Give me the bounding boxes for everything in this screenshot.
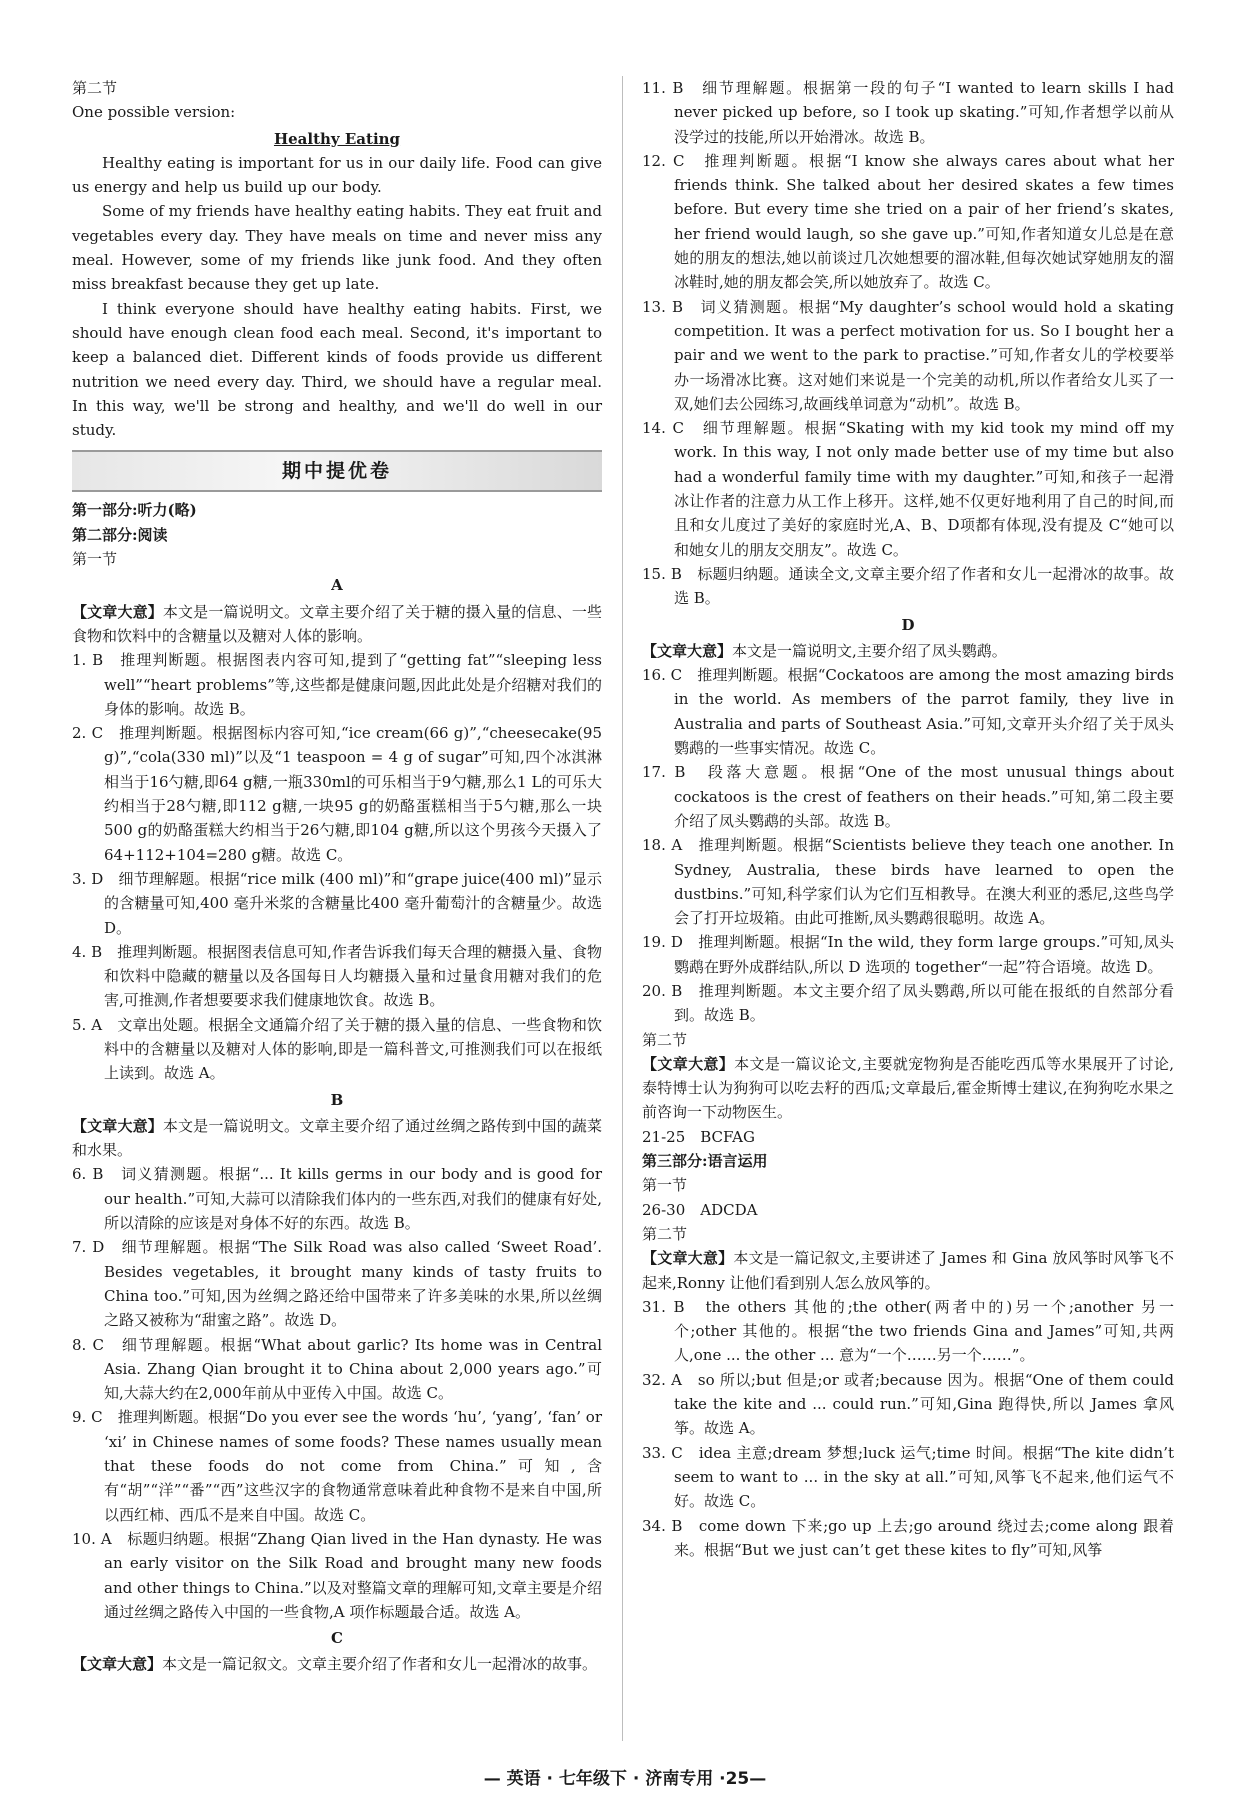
answer-item: 18. A 推理判断题。根据“Scientists believe they teach one another. In Sydney, Australia, these birds have learned to open the dustbins.”可知,科学家们认为它们互相教导。在澳大利亚的悉尼,这些鸟学会了打开垃圾箱。由此可推断,凤头鹦鹉很聪明。故选 A。 <box>642 836 1174 928</box>
answer-item: 11. B 细节理解题。根据第一段的句子“I wanted to learn skills I had never picked up before, so I took up skating.”可知,作者想学以前从没学过的技能,所以开始滑冰。故选 B。 <box>642 79 1174 146</box>
answer-item: 20. B 推理判断题。本文主要介绍了凤头鹦鹉,所以可能在报纸的自然部分看到。故选 B。 <box>642 981 1174 1025</box>
passage-letter: D <box>901 615 915 634</box>
answer-item: 10. A 标题归纳题。根据“Zhang Qian lived in the Han dynasty. He was an early visitor on the Silk Road and brought many new foods and other things to China.”以及对整篇文章的理解可知,文章主要是介绍通过丝绸之路传入中国的一些食物,A 项作标题最合适。故选 A。 <box>72 1529 602 1621</box>
summary-tag: 【文章大意】 <box>72 1116 163 1135</box>
passage-summary <box>72 1114 602 1163</box>
summary-text: 本文是一篇议论文,主要就宠物狗是否能吃西瓜等水果展开了讨论,泰特博士认为狗狗可以吃去籽的西瓜;文章最后,霍金斯博士建议,在狗狗吃水果之前咨询一下动物医生。 <box>642 1054 1174 1122</box>
passage-summary <box>72 600 602 649</box>
passage-letter: A <box>331 576 343 595</box>
passage-summary <box>642 639 1174 663</box>
answer-item: 8. C 细节理解题。根据“What about garlic? Its home was in Central Asia. Zhang Qian brought it to China about 2,000 years ago.”可知,大蒜大约在2,000年前从中亚传入中国。故选 C。 <box>72 1335 602 1403</box>
part-heading: 第一部分:听力(略) <box>72 501 197 520</box>
answer-range: 26-30 ADCDA <box>642 1200 758 1219</box>
passage-summary <box>642 1246 1174 1295</box>
column-divider <box>622 76 623 1741</box>
answer-item: 2. C 推理判断题。根据图标内容可知,“ice cream(66 g)”,“cheesecake(95 g)”,“cola(330 ml)”以及“1 teaspoon = 4 g of sugar”可知,四个冰淇淋相当于16勺糖,即64 g糖,一瓶330ml的可乐相当于9勺糖,那么1 L的可乐大约相当于28勺糖,即112 g糖,一块95 g的奶酪蛋糕相当于5勺糖,那么一块500 g的奶酪蛋糕大约相当于26勺糖,即104 g糖,所以这个男孩今天摄入了64+112+104=280 g糖。故选 C。 <box>72 724 602 864</box>
answer-item: 12. C 推理判断题。根据“I know she always cares about what her friends think. She talked about her desired skates a few times before. But every time she tried on a pair of her friend’s skates, her friend would laugh, so she gave up.”可知,作者知道女儿总是在意她的朋友的想法,她以前谈过几次她想要的溜冰鞋,但每次她试穿她朋友的溜冰鞋时,她的朋友都会笑,所以她放弃了。故选 C。 <box>642 151 1174 292</box>
left-column <box>72 76 602 1677</box>
essay-paragraph: I think everyone should have healthy eating habits. First, we should have enough clean food each meal. Second, it's important to keep a balanced diet. Different kinds of foods provide us different nutrition we need every day. Third, we should have a regular meal. In this way, we'll be strong and healthy, and we'll do well in our study. <box>72 299 602 440</box>
answer-item: 7. D 细节理解题。根据“The Silk Road was also called ‘Sweet Road’. Besides vegetables, it brought many kinds of tasty fruits to China too.”可知,因为丝绸之路还给中国带来了许多美味的水果,所以丝绸之路又被称为“甜蜜之路”。故选 D。 <box>72 1238 602 1330</box>
answer-item: 14. C 细节理解题。根据“Skating with my kid took my mind off my work. In this way, I not only made better use of my time but also had a wonderful family time with my daughter.”可知,和孩子一起滑冰让作者的注意力从工作上移开。这样,她不仅更好地利用了自己的时间,而且和女儿度过了美好的家庭时光,A、B、D项都有体现,没有提及 C“她可以和她女儿的朋友交朋友”。故选 C。 <box>642 419 1174 559</box>
essay-title: Healthy Eating <box>273 129 401 148</box>
section-heading: 第二节 <box>642 1030 688 1049</box>
section-heading: 第二节 <box>72 79 118 97</box>
summary-tag: 【文章大意】 <box>642 641 733 660</box>
summary-text: 本文是一篇说明文。文章主要介绍了关于糖的摄入量的信息、一些食物和饮料中的含糖量以及糖对人体的影响。 <box>72 602 602 645</box>
passage-letter: C <box>331 1629 343 1648</box>
summary-tag: 【文章大意】 <box>642 1054 735 1073</box>
passage-letter: B <box>330 1090 344 1109</box>
passage-summary <box>642 1052 1174 1125</box>
answer-item: 32. A so 所以;but 但是;or 或者;because 因为。根据“One of them could take the kite and ... could run.”可知,Gina 跑得快,所以 James 拿风筝。故选 A。 <box>642 1370 1174 1438</box>
summary-tag: 【文章大意】 <box>72 602 163 621</box>
answer-item: 5. A 文章出处题。根据全文通篇介绍了关于糖的摄入量的信息、一些食物和饮料中的含糖量以及糖对人体的影响,即是一篇科普文,可推测我们可以在报纸上读到。故选 A。 <box>72 1015 602 1083</box>
answer-item: 3. D 细节理解题。根据“rice milk (400 ml)”和“grape juice(400 ml)”显示的含糖量可知,400 毫升米浆的含糖量比400 毫升葡萄汁的含糖量少。故选 D。 <box>72 869 602 937</box>
answer-item: 34. B come down 下来;go up 上去;go around 绕过去;come along 跟着来。根据“But we just can’t get these kites to fly”可知,风筝 <box>642 1516 1174 1559</box>
summary-tag: 【文章大意】 <box>72 1655 163 1674</box>
exam-banner-title: 期中提优卷 <box>281 460 392 483</box>
answer-item: 13. B 词义猜测题。根据“My daughter’s school would hold a skating competition. It was a perfect motivation for us. So I bought her a pair and we went to the park to practise.”可知,作者女儿的学校要举办一场滑冰比赛。这对她们来说是一个完美的动机,所以作者给女儿买了一双,她们去公园练习,故画线单词意为“动机”。故选 B。 <box>642 297 1174 413</box>
answer-item: 1. B 推理判断题。根据图表内容可知,提到了“getting fat”“sleeping less well”“heart problems”等,这些都是健康问题,因此此处是介绍糖对我们的身体的影响。故选 B。 <box>72 651 602 718</box>
passage-summary <box>72 1652 602 1676</box>
exam-banner <box>72 450 602 492</box>
answer-item: 33. C idea 主意;dream 梦想;luck 运气;time 时间。根据“The kite didn’t seem to want to ... in the sky at all.”可知,风筝飞不起来,他们运气不好。故选 C。 <box>642 1443 1174 1511</box>
answer-item: 4. B 推理判断题。根据图表信息可知,作者告诉我们每天合理的糖摄入量、食物和饮料中隐藏的糖量以及各国每日人均糖摄入量和过量食用糖对我们的危害,可推测,作者想要要求我们健康地饮食。故选 B。 <box>72 942 602 1010</box>
summary-tag: 【文章大意】 <box>642 1249 734 1268</box>
summary-text: 本文是一篇记叙文。文章主要介绍了作者和女儿一起滑冰的故事。 <box>162 1655 598 1674</box>
summary-text: 本文是一篇说明文。文章主要介绍了通过丝绸之路传到中国的蔬菜和水果。 <box>72 1116 602 1160</box>
possible-version-label: One possible version: <box>72 103 236 122</box>
essay-paragraph: Healthy eating is important for us in our daily life. Food can give us energy and help us build up our body. <box>72 153 602 197</box>
summary-text: 本文是一篇记叙文,主要讲述了 James 和 Gina 放风筝时风筝飞不起来,Ronny 让他们看到别人怎么放风筝的。 <box>642 1249 1174 1292</box>
part-heading: 第二部分:阅读 <box>72 525 168 544</box>
part-heading: 第三部分:语言运用 <box>642 1152 768 1171</box>
answer-item: 16. C 推理判断题。根据“Cockatoos are among the most amazing birds in the world. As members of the parrot family, they live in Australia and parts of Southeast Asia.”可知,文章开头介绍了关于凤头鹦鹉的一些事实情况。故选 C。 <box>642 666 1174 758</box>
answer-range: 21-25 BCFAG <box>642 1127 755 1146</box>
section-heading: 第一节 <box>642 1176 688 1195</box>
essay-paragraph: Some of my friends have healthy eating habits. They eat fruit and vegetables every day. They have meals on time and never miss any meal. However, some of my friends like junk food. And they often miss breakfast because they get up late. <box>72 202 602 294</box>
summary-text: 本文是一篇说明文,主要介绍了凤头鹦鹉。 <box>732 641 1007 660</box>
answer-item: 9. C 推理判断题。根据“Do you ever see the words ‘hu’, ‘yang’, ‘fan’ or ‘xi’ in Chinese names of some foods? These names usually mean that these foods do not come from China.”可知,含有“胡”“洋”“番”“西”这些汉字的食物通常意味着此种食物不是来自中国,所以西红柿、西瓜不是来自中国。故选 C。 <box>72 1408 602 1524</box>
answer-item: 15. B 标题归纳题。通读全文,文章主要介绍了作者和女儿一起滑冰的故事。故选 B。 <box>642 564 1174 608</box>
right-column <box>642 76 1174 1562</box>
section-heading: 第二节 <box>642 1224 688 1243</box>
page-footer: — 英语 · 七年级下 · 济南专用 ·25— <box>483 1769 767 1789</box>
answer-item: 17. B 段落大意题。根据“One of the most unusual things about cockatoos is the crest of feathers on their heads.”可知,第二段主要介绍了凤头鹦鹉的头部。故选 B。 <box>642 763 1174 830</box>
answer-item: 6. B 词义猜测题。根据“... It kills germs in our body and is good for our health.”可知,大蒜可以清除我们体内的一些东西,对我们的健康有好处,所以清除的应该是对身体不好的东西。故选 B。 <box>72 1165 602 1233</box>
answer-item: 31. B the others 其他的;the other(两者中的)另一个;another 另一个;other 其他的。根据“the two friends Gina and James”可知,共两人,one ... the other ... 意为“一个……另一个……”。 <box>642 1297 1174 1365</box>
section-heading: 第一节 <box>72 550 118 569</box>
answer-item: 19. D 推理判断题。根据“In the wild, they form large groups.”可知,凤头鹦鹉在野外成群结队,所以 D 选项的 together“一起”符合语境。故选 D。 <box>642 933 1174 976</box>
